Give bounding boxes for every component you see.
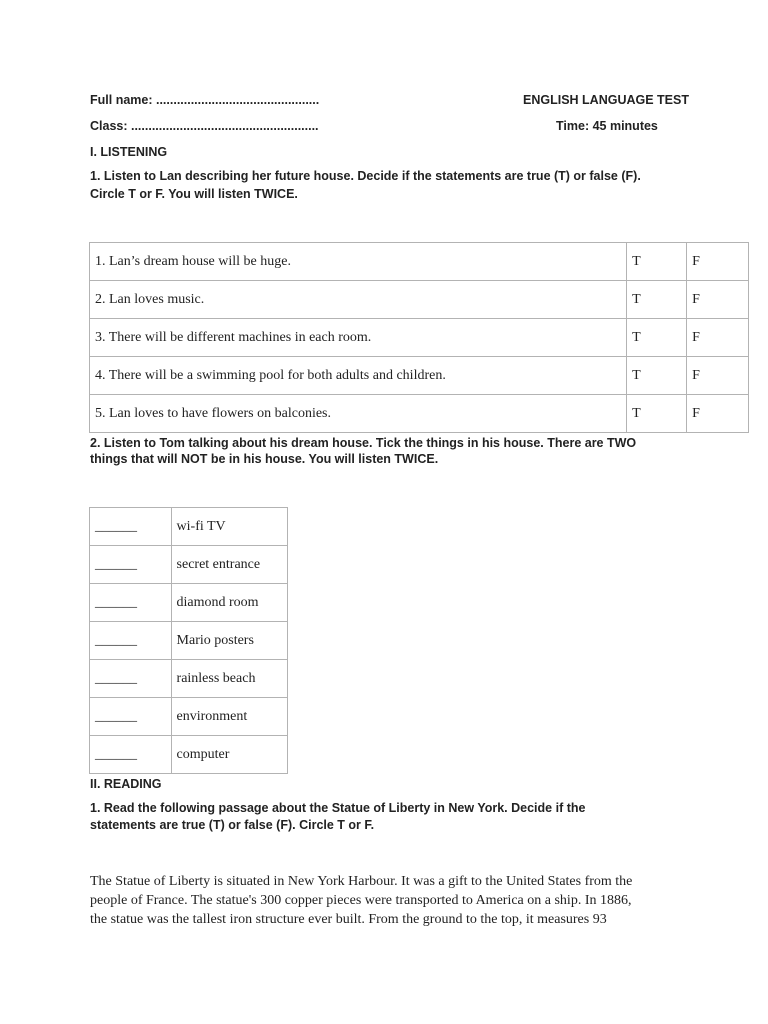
reading-q1-instruction-line1: 1. Read the following passage about the Statue of Liberty in New York. Decide if the <box>90 801 586 815</box>
table-row <box>90 622 288 660</box>
tick-blank[interactable]: ______ <box>90 546 172 584</box>
table-row <box>90 319 749 357</box>
passage-line-1: The Statue of Liberty is situated in New York Harbour. It was a gift to the United States from the <box>90 874 633 889</box>
false-option[interactable]: F <box>687 357 749 395</box>
listening-q1-instruction-line2: Circle T or F. You will listen TWICE. <box>90 187 298 201</box>
table-row <box>90 584 288 622</box>
true-option[interactable]: T <box>627 243 687 281</box>
tick-blank[interactable]: ______ <box>90 660 172 698</box>
tick-table <box>89 507 288 774</box>
table-row <box>90 546 288 584</box>
reading-heading: II. READING <box>90 777 162 791</box>
item-label: computer <box>171 736 287 774</box>
statement-cell: 2. Lan loves music. <box>90 281 627 319</box>
test-time: Time: 45 minutes <box>556 119 658 133</box>
table-row <box>90 736 288 774</box>
true-option[interactable]: T <box>627 281 687 319</box>
tick-blank[interactable]: ______ <box>90 698 172 736</box>
full-name-field: Full name: ............................................... <box>90 93 320 107</box>
listening-q2-instruction-line2: things that will NOT be in his house. You will listen TWICE. <box>90 452 439 466</box>
tick-blank[interactable]: ______ <box>90 622 172 660</box>
item-label: rainless beach <box>171 660 287 698</box>
statement-cell: 4. There will be a swimming pool for both adults and children. <box>90 357 627 395</box>
class-field: Class: ...................................................... <box>90 119 319 133</box>
tick-blank[interactable]: ______ <box>90 508 172 546</box>
false-option[interactable]: F <box>687 395 749 433</box>
listening-heading: I. LISTENING <box>90 145 168 159</box>
passage-line-2: people of France. The statue's 300 copper pieces were transported to America on a ship. In 1886, <box>90 893 632 908</box>
statement-cell: 1. Lan’s dream house will be huge. <box>90 243 627 281</box>
table-row <box>90 660 288 698</box>
statement-cell: 5. Lan loves to have flowers on balconies. <box>90 395 627 433</box>
true-option[interactable]: T <box>627 395 687 433</box>
passage-line-3: the statue was the tallest iron structure ever built. From the ground to the top, it measures 93 <box>90 912 607 927</box>
reading-q1-instruction-line2: statements are true (T) or false (F). Circle T or F. <box>90 818 375 832</box>
listening-q1-instruction-line1: 1. Listen to Lan describing her future house. Decide if the statements are true (T) or false (F). <box>90 169 641 183</box>
test-title: ENGLISH LANGUAGE TEST <box>523 93 689 107</box>
table-row <box>90 357 749 395</box>
item-label: Mario posters <box>171 622 287 660</box>
table-row <box>90 395 749 433</box>
true-option[interactable]: T <box>627 319 687 357</box>
item-label: environment <box>171 698 287 736</box>
tick-blank[interactable]: ______ <box>90 736 172 774</box>
true-false-table <box>89 242 749 433</box>
listening-q2-instruction-line1: 2. Listen to Tom talking about his dream house. Tick the things in his house. There are TWO <box>90 436 637 450</box>
item-label: secret entrance <box>171 546 287 584</box>
tick-blank[interactable]: ______ <box>90 584 172 622</box>
table-row <box>90 243 749 281</box>
true-option[interactable]: T <box>627 357 687 395</box>
table-row <box>90 281 749 319</box>
item-label: wi-fi TV <box>171 508 287 546</box>
false-option[interactable]: F <box>687 243 749 281</box>
item-label: diamond room <box>171 584 287 622</box>
false-option[interactable]: F <box>687 319 749 357</box>
statement-cell: 3. There will be different machines in each room. <box>90 319 627 357</box>
false-option[interactable]: F <box>687 281 749 319</box>
table-row <box>90 508 288 546</box>
table-row <box>90 698 288 736</box>
